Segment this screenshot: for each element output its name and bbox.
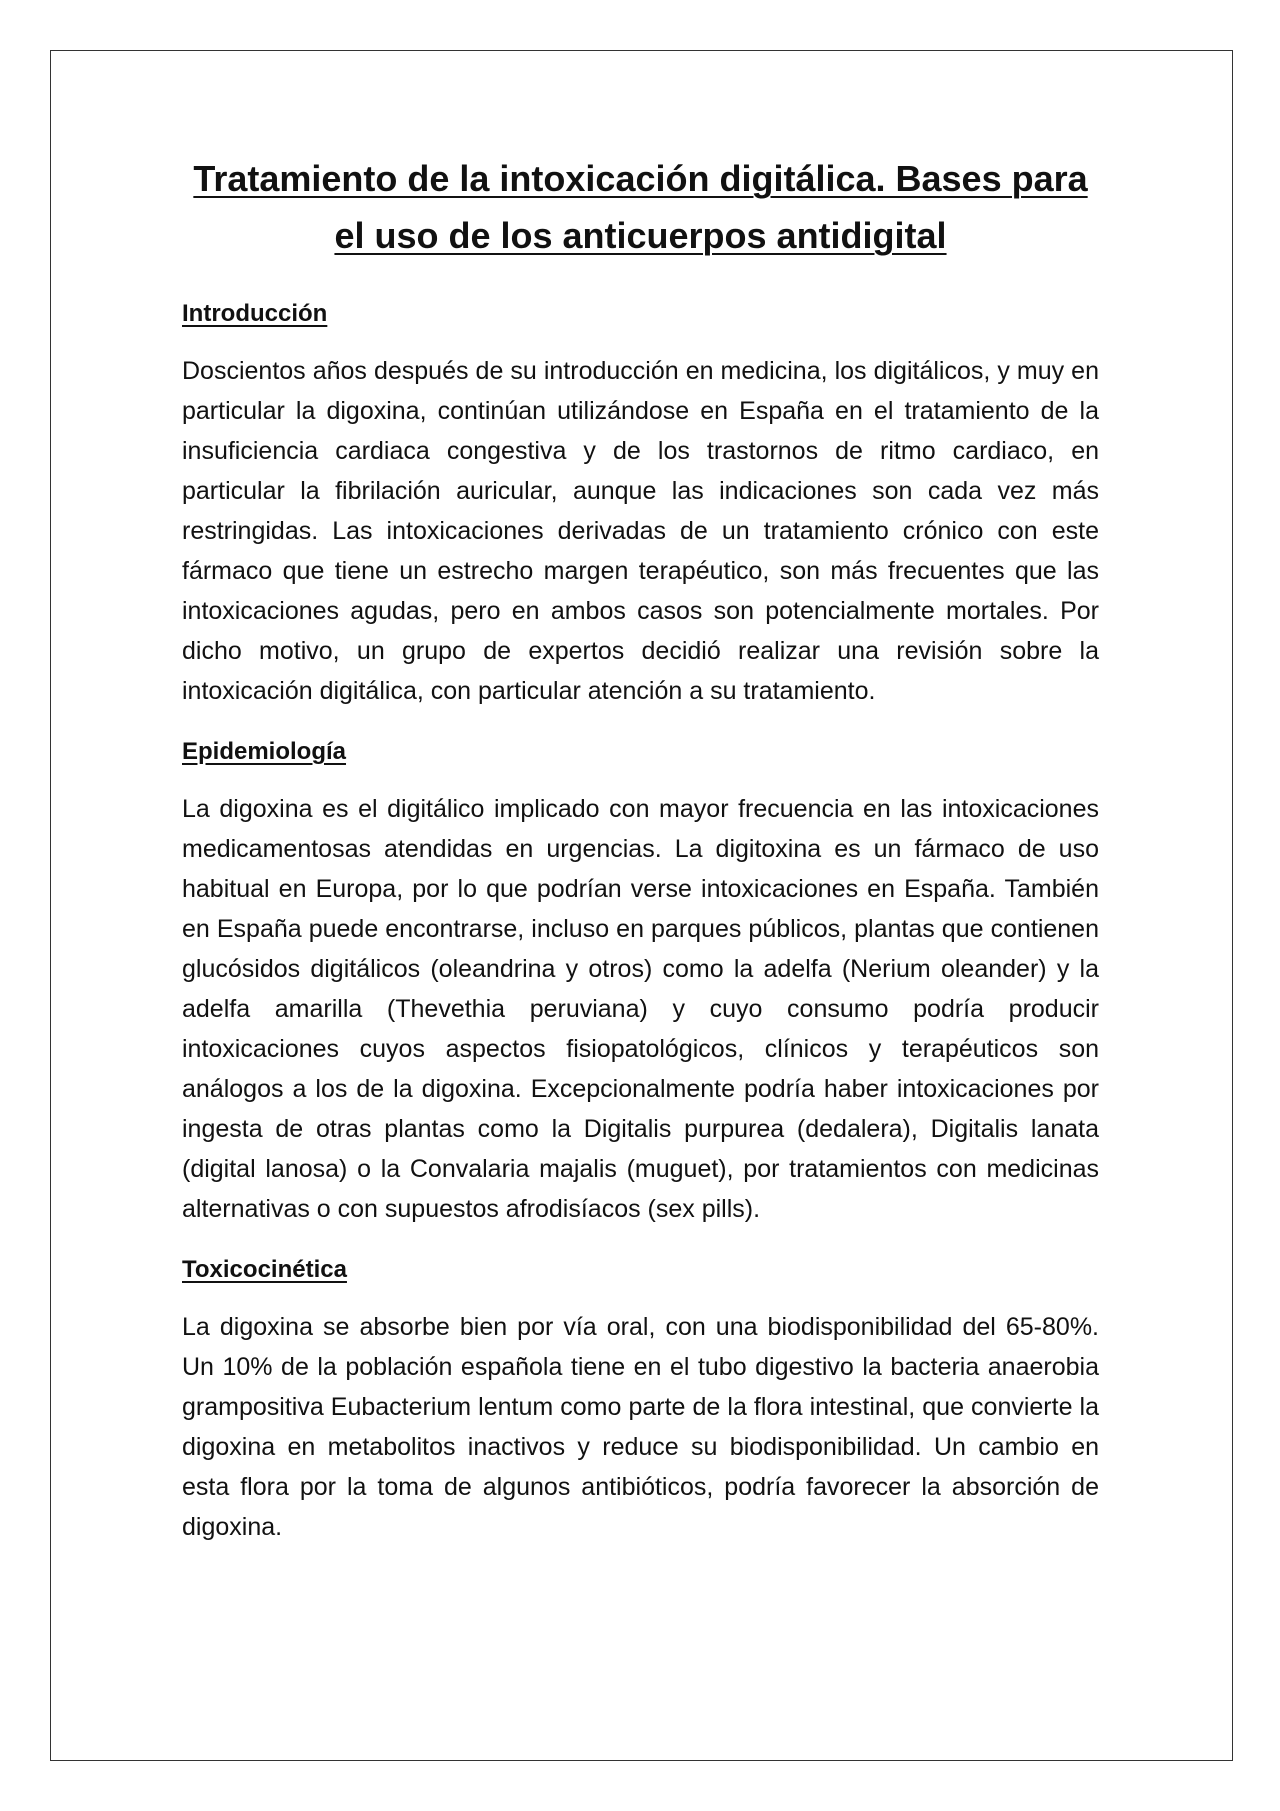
section-heading-epidemiologia: Epidemiología (182, 738, 347, 765)
document-body (182, 150, 1099, 1572)
section-heading-toxicocinetica: Toxicocinética (182, 1256, 347, 1283)
section-heading-introduccion: Introducción (182, 300, 328, 327)
section-body-toxicocinetica: La digoxina se absorbe bien por vía oral, con una biodisponibilidad del 65-80%. Un 10% de la población española tiene en el tubo digestivo la bacteria anaerobia grampositiva Eubacterium lentum como parte de la flora intestinal, que convierte la digoxina en metabolitos inactivos y reduce su biodisponibilidad. Un cambio en esta flora por la toma de algunos antibióticos, podría favorecer la absorción de digoxina. (182, 1313, 1099, 1541)
section-body-epidemiologia: La digoxina es el digitálico implicado con mayor frecuencia en las intoxicaciones medicamentosas atendidas en urgencias. La digitoxina es un fármaco de uso habitual en Europa, por lo que podrían verse intoxicaciones en España. También en España puede encontrarse, incluso en parques públicos, plantas que contienen glucósidos digitálicos (oleandrina y otros) como la adelfa (Nerium oleander) y la adelfa amarilla (Thevethia peruviana) y cuyo consumo podría producir intoxicaciones cuyos aspectos fisiopatológicos, clínicos y terapéuticos son análogos a los de la digoxina. Excepcionalmente podría haber intoxicaciones por ingesta de otras plantas como la Digitalis purpurea (dedalera), Digitalis lanata (digital lanosa) o la Convalaria majalis (muguet), por tratamientos con medicinas alternativas o con supuestos afrodisíacos (sex pills). (182, 795, 1099, 1223)
document-title: Tratamiento de la intoxicación digitálica. Bases para el uso de los anticuerpos antidigital (193, 158, 1088, 256)
section-body-introduccion: Doscientos años después de su introducción en medicina, los digitálicos, y muy en particular la digoxina, continúan utilizándose en España en el tratamiento de la insuficiencia cardiaca congestiva y de los trastornos de ritmo cardiaco, en particular la fibrilación auricular, aunque las indicaciones son cada vez más restringidas. Las intoxicaciones derivadas de un tratamiento crónico con este fármaco que tiene un estrecho margen terapéutico, son más frecuentes que las intoxicaciones agudas, pero en ambos casos son potencialmente mortales. Por dicho motivo, un grupo de expertos decidió realizar una revisión sobre la intoxicación digitálica, con particular atención a su tratamiento. (182, 357, 1099, 705)
